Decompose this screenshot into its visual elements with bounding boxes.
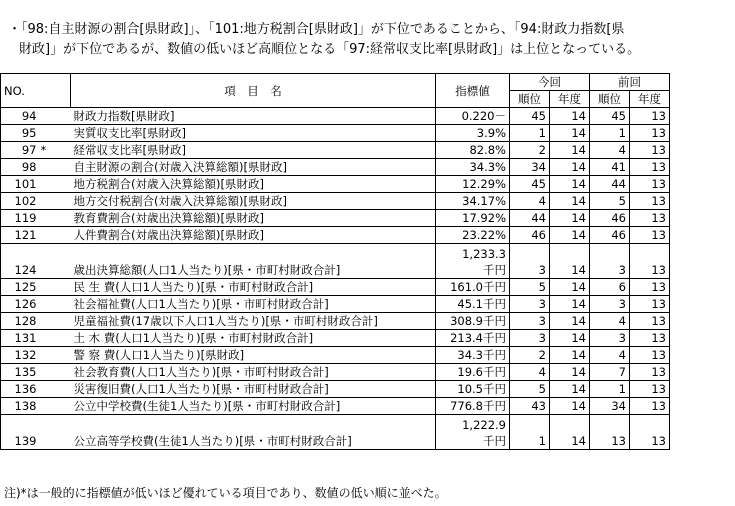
- row-no: 124: [1, 244, 39, 279]
- row-year-current: 14: [550, 364, 590, 381]
- header-value: 指標値: [436, 74, 510, 108]
- row-value: 161.0千円: [436, 279, 510, 296]
- row-item-name: 災害復旧費(人口1人当たり)[県・市町村財政合計]: [71, 381, 436, 398]
- row-year-current: 14: [550, 176, 590, 193]
- row-no: 131: [1, 330, 39, 347]
- row-value-number: 1,233.3: [462, 247, 506, 261]
- row-rank-previous: 41: [590, 159, 630, 176]
- row-value: [436, 415, 510, 450]
- row-year-current: 14: [550, 193, 590, 210]
- row-value: [436, 244, 510, 279]
- row-rank-previous: 4: [590, 347, 630, 364]
- row-value: 34.17%: [436, 193, 510, 210]
- row-value-unit: 千円: [483, 263, 506, 277]
- row-year-previous: 13: [630, 176, 670, 193]
- row-value: 19.6千円: [436, 364, 510, 381]
- row-no: 126: [1, 296, 39, 313]
- row-item-name: 土 木 費(人口1人当たり)[県・市町村財政合計]: [71, 330, 436, 347]
- row-mark: [39, 330, 71, 347]
- table-row: [1, 381, 670, 398]
- row-no: 139: [1, 415, 39, 450]
- row-year-current: 14: [550, 125, 590, 142]
- row-value: 308.9千円: [436, 313, 510, 330]
- row-rank-previous: 1: [590, 381, 630, 398]
- row-value-number: 1,222.9: [462, 418, 506, 432]
- row-year-previous: 13: [630, 108, 670, 125]
- row-year-previous: 13: [630, 125, 670, 142]
- table-row: [1, 159, 670, 176]
- header-year-current: 年度: [550, 91, 590, 108]
- row-rank-previous: 44: [590, 176, 630, 193]
- row-rank-current: 2: [510, 142, 550, 159]
- row-rank-current: 44: [510, 210, 550, 227]
- row-value: 12.29%: [436, 176, 510, 193]
- row-mark: [39, 108, 71, 125]
- row-item-name: 社会福祉費(人口1人当たり)[県・市町村財政合計]: [71, 296, 436, 313]
- row-mark: [39, 296, 71, 313]
- row-year-previous: 13: [630, 193, 670, 210]
- row-value: 82.8%: [436, 142, 510, 159]
- table-row: [1, 210, 670, 227]
- row-rank-current: 46: [510, 227, 550, 244]
- row-rank-current: 45: [510, 108, 550, 125]
- row-item-name: 社会教育費(人口1人当たり)[県・市町村財政合計]: [71, 364, 436, 381]
- row-year-previous: 13: [630, 244, 670, 279]
- header-year-previous: 年度: [630, 91, 670, 108]
- row-mark: [39, 313, 71, 330]
- row-no: 95: [1, 125, 39, 142]
- row-no: 94: [1, 108, 39, 125]
- row-value: 34.3千円: [436, 347, 510, 364]
- row-year-current: 14: [550, 159, 590, 176]
- row-value-unit: 千円: [483, 434, 506, 448]
- row-year-previous: 13: [630, 381, 670, 398]
- row-rank-current: 1: [510, 125, 550, 142]
- row-year-previous: 13: [630, 227, 670, 244]
- row-item-name: 自主財源の割合(対歳入決算総額)[県財政]: [71, 159, 436, 176]
- row-year-current: 14: [550, 415, 590, 450]
- row-rank-current: 43: [510, 398, 550, 415]
- row-rank-current: 34: [510, 159, 550, 176]
- table-row: [1, 227, 670, 244]
- row-mark: [39, 176, 71, 193]
- row-rank-current: 45: [510, 176, 550, 193]
- row-year-current: 14: [550, 227, 590, 244]
- row-rank-previous: 7: [590, 364, 630, 381]
- row-item-name: 経常収支比率[県財政]: [71, 142, 436, 159]
- row-no: 136: [1, 381, 39, 398]
- row-no: 119: [1, 210, 39, 227]
- row-year-previous: 13: [630, 159, 670, 176]
- row-year-current: 14: [550, 347, 590, 364]
- header-rank-previous: 順位: [590, 91, 630, 108]
- row-year-previous: 13: [630, 347, 670, 364]
- row-value: 776.8千円: [436, 398, 510, 415]
- table-body: [1, 108, 670, 450]
- row-rank-current: 3: [510, 296, 550, 313]
- row-year-current: 14: [550, 313, 590, 330]
- intro-line-1: ・「98:自主財源の割合[県財政]」、「101:地方税割合[県財政]」が下位であることから、「94:財政力指数[県: [8, 22, 625, 37]
- row-mark: [39, 381, 71, 398]
- row-year-current: 14: [550, 330, 590, 347]
- row-no: 97: [1, 142, 39, 159]
- row-value: 34.3%: [436, 159, 510, 176]
- row-no: 128: [1, 313, 39, 330]
- header-previous: 前回: [590, 74, 670, 91]
- row-year-previous: 13: [630, 313, 670, 330]
- row-year-previous: 13: [630, 330, 670, 347]
- row-rank-current: 2: [510, 347, 550, 364]
- indicator-table: [0, 73, 670, 450]
- row-rank-previous: 34: [590, 398, 630, 415]
- row-rank-current: 3: [510, 330, 550, 347]
- row-mark: *: [39, 142, 71, 159]
- row-no: 132: [1, 347, 39, 364]
- row-item-name: 実質収支比率[県財政]: [71, 125, 436, 142]
- row-rank-previous: 3: [590, 330, 630, 347]
- table-row: [1, 125, 670, 142]
- row-mark: [39, 125, 71, 142]
- row-rank-previous: 5: [590, 193, 630, 210]
- table-row: [1, 313, 670, 330]
- row-year-current: 14: [550, 210, 590, 227]
- row-mark: [39, 159, 71, 176]
- table-row: [1, 364, 670, 381]
- row-year-previous: 13: [630, 210, 670, 227]
- table-row: [1, 142, 670, 159]
- row-value: 45.1千円: [436, 296, 510, 313]
- row-item-name: 人件費割合(対歳出決算総額)[県財政]: [71, 227, 436, 244]
- row-mark: [39, 347, 71, 364]
- table-row: [1, 193, 670, 210]
- table-row: [1, 296, 670, 313]
- row-mark: [39, 364, 71, 381]
- footnote: 注)*は一般的に指標値が低いほど優れている項目であり、数値の低い順に並べた。: [4, 486, 447, 500]
- header-rank-current: 順位: [510, 91, 550, 108]
- row-no: 125: [1, 279, 39, 296]
- table-row: [1, 176, 670, 193]
- row-value: 23.22%: [436, 227, 510, 244]
- row-mark: [39, 398, 71, 415]
- row-mark: [39, 244, 71, 279]
- row-no: 138: [1, 398, 39, 415]
- row-rank-previous: 3: [590, 244, 630, 279]
- header-current: 今回: [510, 74, 590, 91]
- row-no: 121: [1, 227, 39, 244]
- row-rank-previous: 1: [590, 125, 630, 142]
- row-year-current: 14: [550, 279, 590, 296]
- row-no: 101: [1, 176, 39, 193]
- row-year-current: 14: [550, 108, 590, 125]
- row-rank-previous: 46: [590, 227, 630, 244]
- row-rank-current: 1: [510, 415, 550, 450]
- row-value: 10.5千円: [436, 381, 510, 398]
- row-rank-current: 5: [510, 279, 550, 296]
- header-item-name: 項 目 名: [71, 74, 436, 108]
- row-year-current: 14: [550, 398, 590, 415]
- row-year-current: 14: [550, 244, 590, 279]
- table-row: [1, 415, 670, 450]
- row-rank-previous: 6: [590, 279, 630, 296]
- row-rank-previous: 13: [590, 415, 630, 450]
- table-row: [1, 108, 670, 125]
- row-item-name: 公立高等学校費(生徒1人当たり)[県・市町村財政合計]: [71, 415, 436, 450]
- row-year-current: 14: [550, 381, 590, 398]
- row-year-previous: 13: [630, 142, 670, 159]
- row-value: 213.4千円: [436, 330, 510, 347]
- row-no: 135: [1, 364, 39, 381]
- intro-line-2: 財政]」が下位であるが、数値の低いほど高順位となる「97:経常収支比率[県財政]」は上位となっている。: [19, 42, 641, 57]
- row-mark: [39, 227, 71, 244]
- row-year-previous: 13: [630, 398, 670, 415]
- row-item-name: 児童福祉費(17歳以下人口1人当たり)[県・市町村財政合計]: [71, 313, 436, 330]
- row-rank-previous: 4: [590, 142, 630, 159]
- row-mark: [39, 193, 71, 210]
- row-mark: [39, 415, 71, 450]
- row-year-current: 14: [550, 296, 590, 313]
- row-no: 102: [1, 193, 39, 210]
- row-year-previous: 13: [630, 296, 670, 313]
- row-rank-current: 4: [510, 193, 550, 210]
- row-value: 3.9%: [436, 125, 510, 142]
- table-row: [1, 244, 670, 279]
- row-item-name: 地方交付税割合(対歳入決算総額)[県財政]: [71, 193, 436, 210]
- row-rank-previous: 45: [590, 108, 630, 125]
- table-row: [1, 330, 670, 347]
- row-item-name: 教育費割合(対歳出決算総額)[県財政]: [71, 210, 436, 227]
- row-year-previous: 13: [630, 364, 670, 381]
- row-rank-current: 3: [510, 244, 550, 279]
- row-item-name: 民 生 費(人口1人当たり)[県・市町村財政合計]: [71, 279, 436, 296]
- row-year-current: 14: [550, 142, 590, 159]
- row-rank-previous: 3: [590, 296, 630, 313]
- row-rank-current: 3: [510, 313, 550, 330]
- row-value: 17.92%: [436, 210, 510, 227]
- row-item-name: 財政力指数[県財政]: [71, 108, 436, 125]
- row-year-previous: 13: [630, 279, 670, 296]
- row-mark: [39, 279, 71, 296]
- row-item-name: 地方税割合(対歳入決算総額)[県財政]: [71, 176, 436, 193]
- row-rank-previous: 46: [590, 210, 630, 227]
- row-year-previous: 13: [630, 415, 670, 450]
- table-row: [1, 398, 670, 415]
- table-row: [1, 347, 670, 364]
- row-item-name: 警 察 費(人口1人当たり)[県財政]: [71, 347, 436, 364]
- header-no: NO.: [1, 74, 71, 108]
- row-rank-previous: 4: [590, 313, 630, 330]
- row-rank-current: 4: [510, 364, 550, 381]
- row-no: 98: [1, 159, 39, 176]
- row-item-name: 歳出決算総額(人口1人当たり)[県・市町村財政合計]: [71, 244, 436, 279]
- intro-text: [8, 20, 730, 60]
- row-rank-current: 5: [510, 381, 550, 398]
- row-mark: [39, 210, 71, 227]
- row-item-name: 公立中学校費(生徒1人当たり)[県・市町村財政合計]: [71, 398, 436, 415]
- row-value: 0.220－: [436, 108, 510, 125]
- table-row: [1, 279, 670, 296]
